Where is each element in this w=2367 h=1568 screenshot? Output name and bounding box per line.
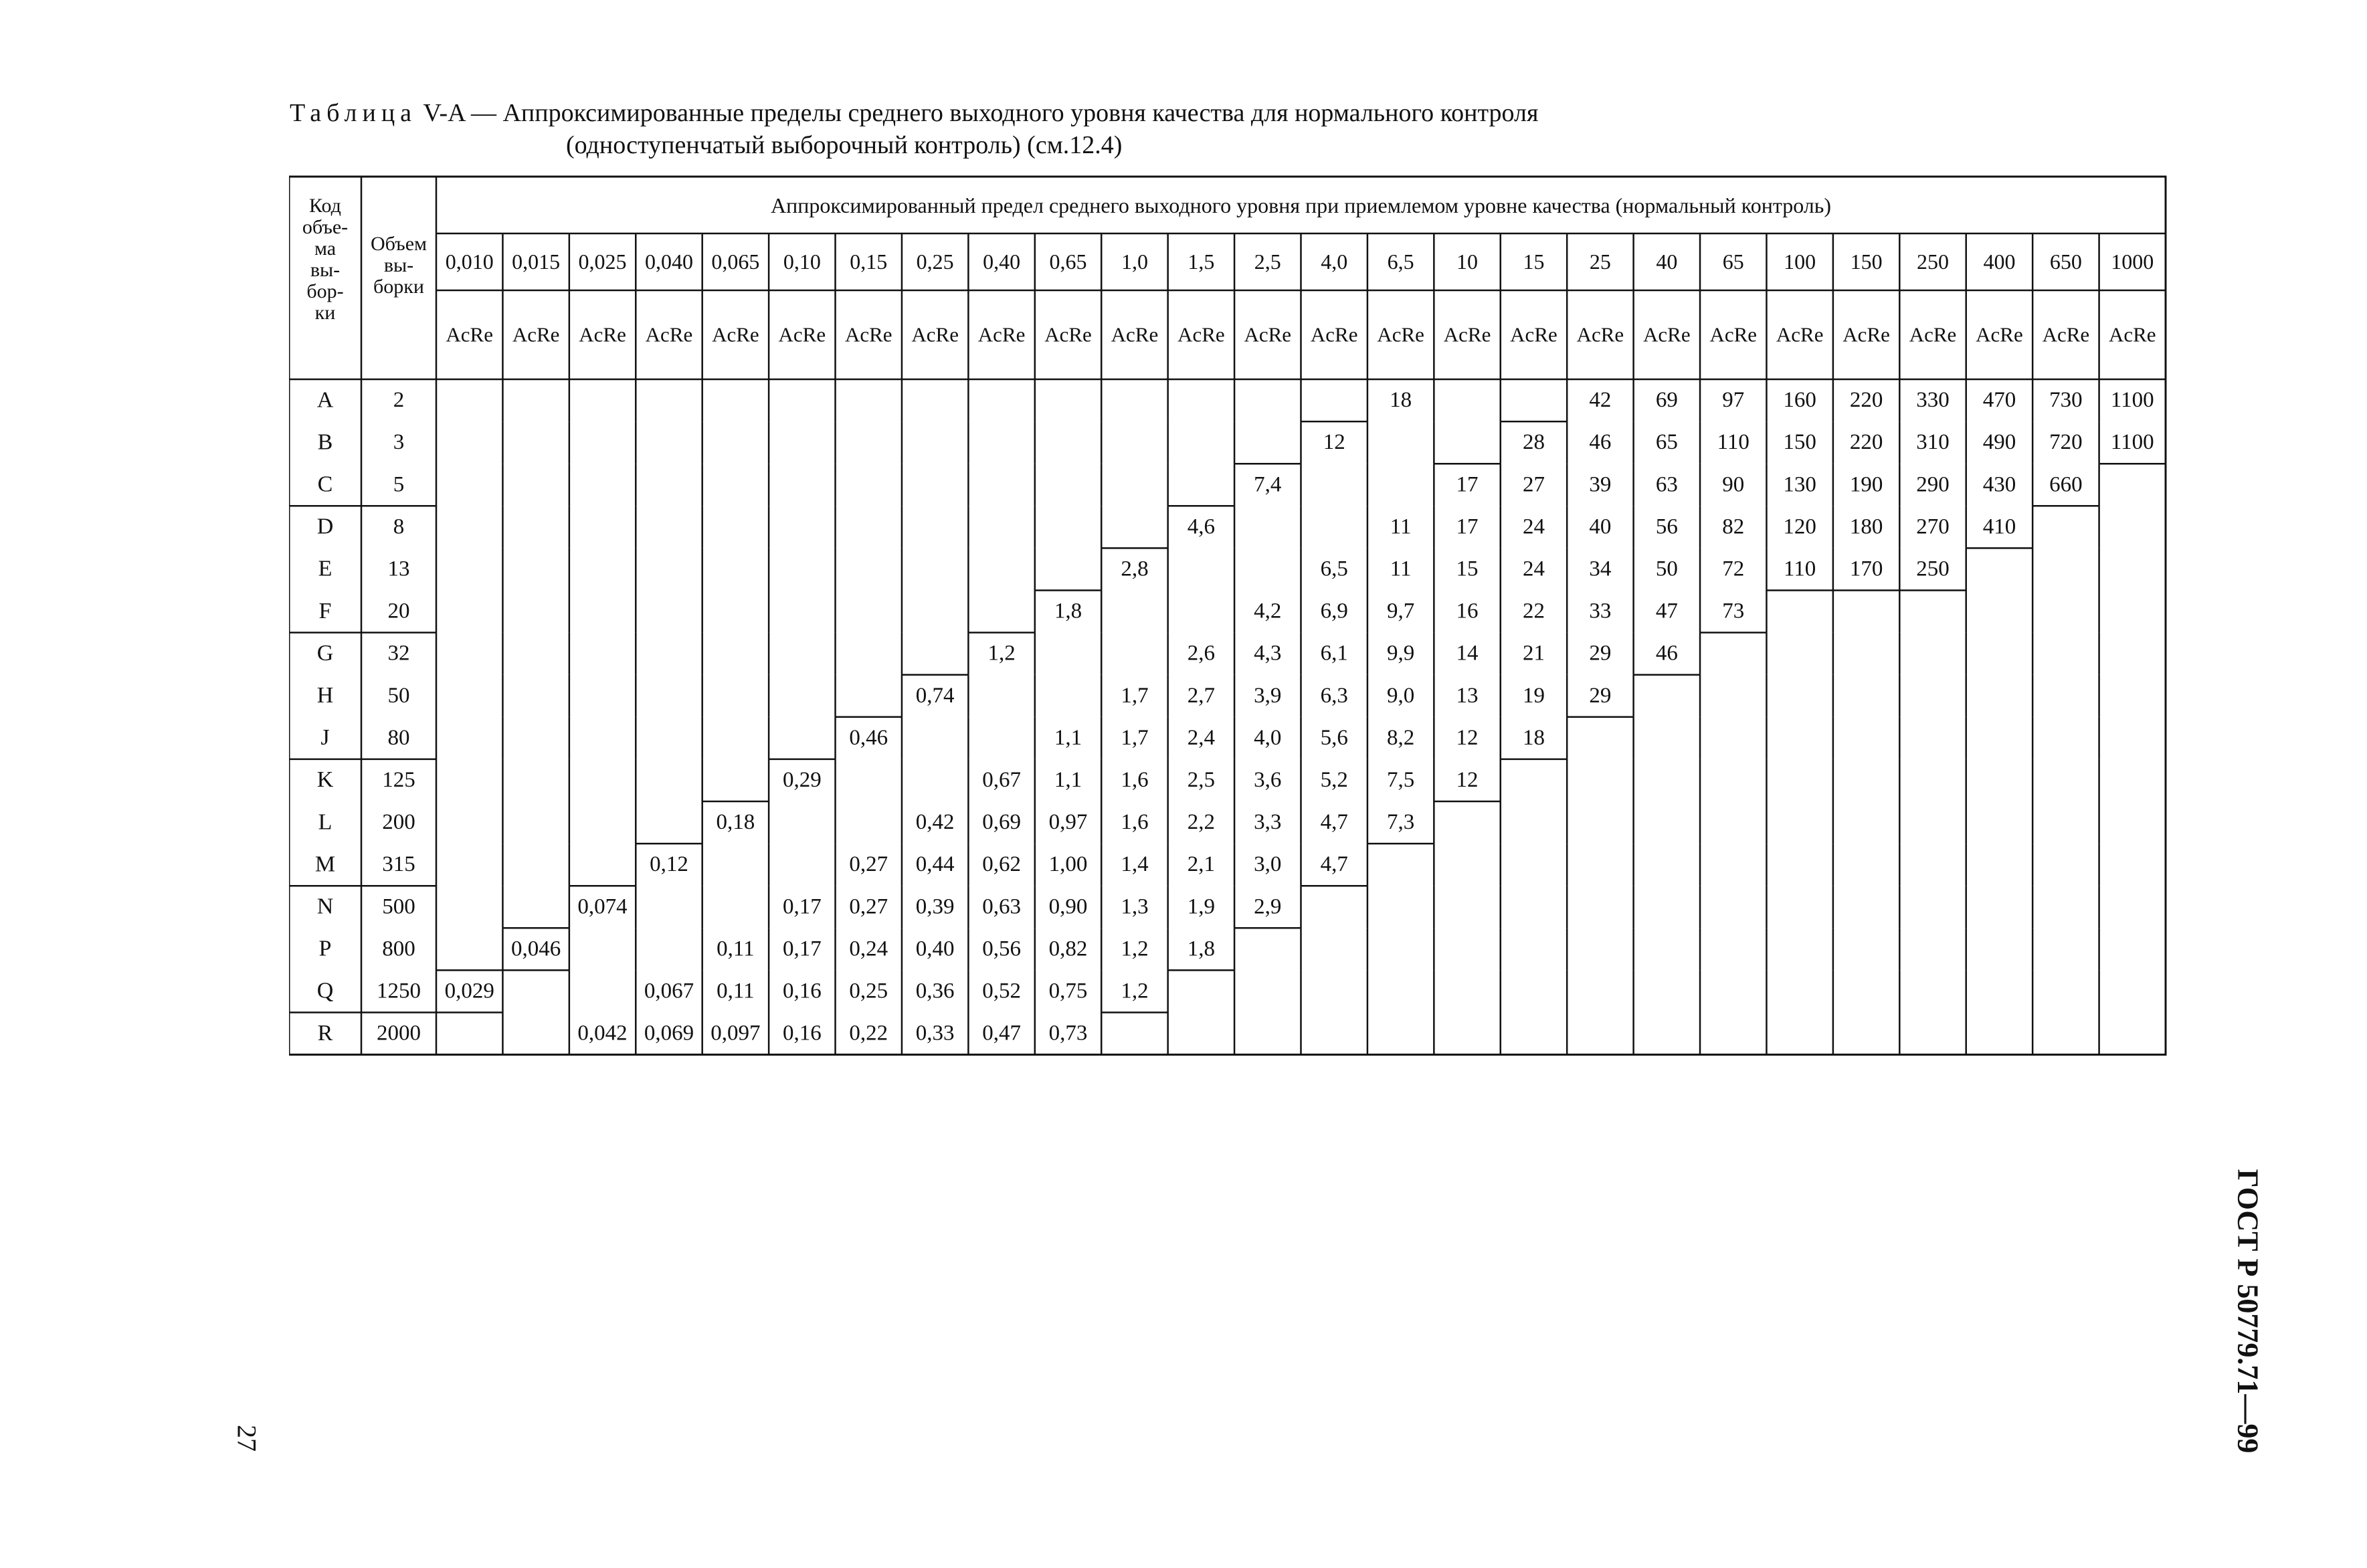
table-cell: 4,7 xyxy=(1320,810,1348,835)
table-cell: 11 xyxy=(1390,514,1412,539)
header-code-line: бор- xyxy=(306,280,344,302)
table-cell: 2,8 xyxy=(1121,557,1149,581)
acre-label: AcRe xyxy=(977,322,1026,347)
table-cell: 46 xyxy=(1589,430,1612,455)
table-cell: 90 xyxy=(1722,472,1745,497)
table-cell: 0,16 xyxy=(782,1021,822,1046)
table-cell: 0,27 xyxy=(849,894,888,919)
table-cell: 1,2 xyxy=(1121,937,1149,961)
table-cell: 1,1 xyxy=(1054,725,1082,750)
table-cell: 18 xyxy=(1390,388,1412,413)
table-cell: 0,29 xyxy=(782,768,822,793)
table-cell: 0,97 xyxy=(1048,810,1088,835)
table-cell: 3,9 xyxy=(1254,683,1282,708)
header-code-line: вы- xyxy=(310,258,341,281)
table-cell: 0,47 xyxy=(982,1021,1021,1046)
table-cell: 39 xyxy=(1589,472,1612,497)
table-cell: 120 xyxy=(1783,514,1816,539)
row-sample-size: 500 xyxy=(382,894,415,919)
table-cell: 2,5 xyxy=(1187,768,1215,793)
table-cell: 1,2 xyxy=(1121,979,1149,1003)
table-cell: 22 xyxy=(1522,599,1545,623)
table-cell: 0,39 xyxy=(915,894,955,919)
acre-label: AcRe xyxy=(2042,322,2090,347)
table-frame xyxy=(289,177,2166,1055)
table-cell: 0,75 xyxy=(1048,979,1088,1003)
header-code-line: ма xyxy=(314,237,337,260)
acre-label: AcRe xyxy=(1576,322,1624,347)
row-code: H xyxy=(316,683,334,708)
row-code: G xyxy=(316,640,334,666)
table-cell: 190 xyxy=(1849,472,1883,497)
table-cell: 2,2 xyxy=(1187,810,1215,835)
aql-value: 1,0 xyxy=(1121,249,1148,274)
table-cell: 47 xyxy=(1655,599,1678,623)
header-size-line: Объем xyxy=(371,232,427,255)
table-cell: 73 xyxy=(1722,599,1745,623)
acre-label: AcRe xyxy=(1643,322,1691,347)
table-cell: 28 xyxy=(1522,430,1545,455)
aql-value: 0,10 xyxy=(783,249,821,274)
acre-label: AcRe xyxy=(645,322,693,347)
table-cell: 1,7 xyxy=(1121,683,1149,708)
aql-value: 65 xyxy=(1722,249,1744,274)
row-sample-size: 32 xyxy=(387,641,410,666)
table-cell: 310 xyxy=(1916,430,1950,455)
table-cell: 270 xyxy=(1916,514,1950,539)
table-cell: 0,82 xyxy=(1048,937,1088,961)
table-cell: 4,7 xyxy=(1320,852,1348,877)
table-cell: 0,097 xyxy=(711,1021,761,1046)
table-cell: 2,7 xyxy=(1187,683,1215,708)
caption-label: Таблица xyxy=(290,99,417,127)
acre-label: AcRe xyxy=(1709,322,1758,347)
acre-label: AcRe xyxy=(579,322,626,347)
table-cell: 180 xyxy=(1849,514,1883,539)
acre-label: AcRe xyxy=(512,322,560,347)
acre-label: AcRe xyxy=(1776,322,1824,347)
aql-value: 40 xyxy=(1656,249,1678,274)
table-cell: 220 xyxy=(1849,388,1883,413)
table-cell: 660 xyxy=(2049,472,2083,497)
table-cell: 490 xyxy=(1982,430,2016,455)
row-code: C xyxy=(317,472,333,497)
table-cell: 65 xyxy=(1655,430,1678,455)
table-cell: 0,074 xyxy=(577,894,628,919)
table-cell: 0,36 xyxy=(915,979,955,1003)
page-number xyxy=(230,1418,264,1458)
table-cell: 7,5 xyxy=(1387,768,1415,793)
aql-value: 0,025 xyxy=(578,249,627,274)
aql-value: 0,065 xyxy=(711,249,760,274)
acre-label: AcRe xyxy=(1310,322,1358,347)
table-cell: 110 xyxy=(1717,430,1749,455)
table-cell: 82 xyxy=(1722,514,1745,539)
table-cell: 29 xyxy=(1589,683,1612,708)
table-cell: 0,18 xyxy=(716,810,755,835)
aql-value: 0,40 xyxy=(983,249,1021,274)
aql-value: 150 xyxy=(1850,249,1883,274)
table-cell: 0,27 xyxy=(849,852,888,877)
table-cell: 24 xyxy=(1522,557,1545,581)
table-cell: 0,67 xyxy=(982,768,1021,793)
table-cell: 0,44 xyxy=(915,852,955,877)
table-cell: 0,62 xyxy=(982,852,1021,877)
table-cell: 1,2 xyxy=(987,641,1016,666)
table-cell: 27 xyxy=(1522,472,1545,497)
table-cell: 220 xyxy=(1849,430,1883,455)
table-cell: 5,6 xyxy=(1320,725,1348,750)
row-code: K xyxy=(316,767,334,793)
table-cell: 2,4 xyxy=(1187,725,1215,750)
table-cell: 0,73 xyxy=(1048,1021,1088,1046)
table-cell: 0,42 xyxy=(915,810,955,835)
table-cell: 3,0 xyxy=(1254,852,1282,877)
aoql-table xyxy=(289,175,2170,1072)
table-cell: 7,3 xyxy=(1387,810,1415,835)
table-cell: 2,1 xyxy=(1187,852,1215,877)
table-cell: 6,1 xyxy=(1320,641,1348,666)
header-code-line: Код xyxy=(309,194,341,217)
table-cell: 1,00 xyxy=(1048,852,1088,877)
table-cell: 6,9 xyxy=(1320,599,1348,623)
acre-label: AcRe xyxy=(2108,322,2156,347)
row-sample-size: 8 xyxy=(393,514,405,539)
table-cell: 0,33 xyxy=(915,1021,955,1046)
table-cell: 8,2 xyxy=(1387,725,1415,750)
row-code: P xyxy=(318,936,332,961)
table-cell: 470 xyxy=(1982,388,2016,413)
row-code: N xyxy=(316,894,334,919)
acre-label: AcRe xyxy=(844,322,892,347)
table-cell: 46 xyxy=(1655,641,1678,666)
row-code: F xyxy=(318,598,332,623)
table-cell: 0,40 xyxy=(915,937,955,961)
aql-value: 25 xyxy=(1589,249,1611,274)
table-cell: 17 xyxy=(1456,514,1479,539)
table-caption xyxy=(290,97,2136,161)
header-size-line: борки xyxy=(373,275,424,298)
table-cell: 19 xyxy=(1522,683,1545,708)
row-sample-size: 1250 xyxy=(377,979,421,1003)
table-cell: 9,7 xyxy=(1387,599,1415,623)
table-cell: 1,7 xyxy=(1121,725,1149,750)
header-group-title: Аппроксимированный предел среднего выходного уровня при приемлемом уровне качества (нормальный контроль) xyxy=(771,193,1831,217)
table-cell: 14 xyxy=(1456,641,1479,666)
table-cell: 5,2 xyxy=(1320,768,1348,793)
acre-label: AcRe xyxy=(911,322,959,347)
acre-label: AcRe xyxy=(1976,322,2023,347)
caption-title: V-A — Аппроксимированные пределы среднего выходного уровня качества для нормального контроля xyxy=(417,99,1539,127)
table-cell: 330 xyxy=(1916,388,1950,413)
standard-number xyxy=(2228,1151,2268,1472)
aql-value: 100 xyxy=(1784,249,1816,274)
row-sample-size: 2000 xyxy=(377,1021,421,1046)
acre-label: AcRe xyxy=(1443,322,1491,347)
row-sample-size: 800 xyxy=(382,937,415,961)
row-sample-size: 3 xyxy=(393,430,405,455)
row-sample-size: 5 xyxy=(393,472,405,497)
row-sample-size: 2 xyxy=(393,388,405,413)
aql-value: 250 xyxy=(1917,249,1950,274)
table-cell: 17 xyxy=(1456,472,1479,497)
table-cell: 0,74 xyxy=(915,683,955,708)
table-cell: 0,12 xyxy=(650,852,688,877)
table-cell: 150 xyxy=(1783,430,1816,455)
acre-label: AcRe xyxy=(1244,322,1292,347)
table-cell: 1100 xyxy=(2110,430,2154,455)
table-cell: 1,1 xyxy=(1054,768,1082,793)
table-cell: 3,3 xyxy=(1254,810,1282,835)
aql-value: 0,010 xyxy=(445,249,494,274)
table-cell: 410 xyxy=(1982,514,2016,539)
table-cell: 0,69 xyxy=(982,810,1021,835)
aql-value: 650 xyxy=(2049,249,2082,274)
table-cell: 0,11 xyxy=(717,937,755,961)
row-code: B xyxy=(317,429,333,455)
table-cell: 2,6 xyxy=(1187,641,1215,666)
acre-label: AcRe xyxy=(1510,322,1557,347)
table-cell: 0,24 xyxy=(849,937,888,961)
table-cell: 24 xyxy=(1522,514,1545,539)
table-cell: 110 xyxy=(1784,557,1816,581)
table-cell: 63 xyxy=(1655,472,1678,497)
row-sample-size: 125 xyxy=(382,768,415,793)
table-cell: 12 xyxy=(1456,725,1479,750)
table-cell: 11 xyxy=(1390,557,1412,581)
table-cell: 0,067 xyxy=(644,979,694,1003)
table-cell: 1,6 xyxy=(1121,810,1149,835)
table-cell: 0,17 xyxy=(782,937,822,961)
acre-label: AcRe xyxy=(1377,322,1424,347)
table-cell: 6,3 xyxy=(1320,683,1348,708)
table-cell: 3,6 xyxy=(1254,768,1282,793)
table-cell: 21 xyxy=(1522,641,1545,666)
header-code-line: объе- xyxy=(302,215,349,238)
table-cell: 430 xyxy=(1982,472,2016,497)
standard-number-text: ГОСТ Р 50779.71—99 xyxy=(2231,1169,2265,1454)
aql-value: 0,015 xyxy=(512,249,561,274)
acre-label: AcRe xyxy=(778,322,826,347)
table-cell: 0,46 xyxy=(849,725,888,750)
table-cell: 6,5 xyxy=(1320,557,1348,581)
table-cell: 1,6 xyxy=(1121,768,1149,793)
aql-value: 6,5 xyxy=(1387,249,1414,274)
row-sample-size: 200 xyxy=(382,810,415,835)
row-code: D xyxy=(316,514,334,539)
table-cell: 0,042 xyxy=(577,1021,628,1046)
table-cell: 4,6 xyxy=(1187,514,1215,539)
row-code: J xyxy=(320,725,330,751)
table-cell: 0,11 xyxy=(717,979,755,1003)
aql-value: 15 xyxy=(1523,249,1545,274)
table-cell: 0,22 xyxy=(849,1021,888,1046)
caption-line-2: (одноступенчатый выборочный контроль) (см.12.4) xyxy=(566,131,1123,159)
table-cell: 0,52 xyxy=(982,979,1021,1003)
table-cell: 0,046 xyxy=(511,937,561,961)
aql-value: 400 xyxy=(1983,249,2016,274)
table-cell: 33 xyxy=(1589,599,1612,623)
table-cell: 13 xyxy=(1456,683,1479,708)
table-cell: 1,9 xyxy=(1187,894,1215,919)
aql-value: 0,65 xyxy=(1049,249,1087,274)
table-cell: 4,0 xyxy=(1254,725,1282,750)
table-cell: 40 xyxy=(1589,514,1612,539)
table-cell: 2,9 xyxy=(1254,894,1282,919)
table-cell: 4,3 xyxy=(1254,641,1282,666)
aql-value: 2,5 xyxy=(1254,249,1281,274)
acre-label: AcRe xyxy=(1909,322,1957,347)
table-cell: 12 xyxy=(1456,768,1479,793)
table-cell: 16 xyxy=(1456,599,1479,623)
table-cell: 97 xyxy=(1722,388,1745,413)
table-cell: 69 xyxy=(1655,388,1678,413)
acre-label: AcRe xyxy=(446,322,494,347)
aql-value: 1,5 xyxy=(1188,249,1215,274)
page-number-text: 27 xyxy=(231,1425,262,1452)
aql-value: 1000 xyxy=(2111,249,2154,274)
row-sample-size: 315 xyxy=(382,852,415,877)
acre-label: AcRe xyxy=(1044,322,1092,347)
row-code: Q xyxy=(316,978,334,1003)
aql-value: 4,0 xyxy=(1321,249,1348,274)
row-code: A xyxy=(316,387,334,413)
row-code: R xyxy=(317,1020,333,1046)
table-cell: 0,90 xyxy=(1048,894,1088,919)
acre-label: AcRe xyxy=(712,322,759,347)
table-cell: 0,069 xyxy=(644,1021,694,1046)
table-cell: 56 xyxy=(1655,514,1678,539)
table-cell: 720 xyxy=(2049,430,2083,455)
table-cell: 34 xyxy=(1589,557,1612,581)
table-cell: 4,2 xyxy=(1254,599,1282,623)
header-size-line: вы- xyxy=(383,254,414,276)
table-cell: 1,8 xyxy=(1054,599,1082,623)
table-cell: 170 xyxy=(1849,557,1883,581)
row-code: E xyxy=(318,556,333,581)
table-cell: 29 xyxy=(1589,641,1612,666)
header-code-line: ки xyxy=(314,301,336,324)
table-cell: 0,63 xyxy=(982,894,1021,919)
acre-label: AcRe xyxy=(1842,322,1890,347)
row-sample-size: 20 xyxy=(387,599,410,623)
aql-value: 0,25 xyxy=(916,249,954,274)
aql-value: 0,15 xyxy=(850,249,888,274)
acre-label: AcRe xyxy=(1111,322,1159,347)
table-cell: 1100 xyxy=(2110,388,2154,413)
row-sample-size: 80 xyxy=(387,725,410,750)
table-cell: 12 xyxy=(1323,430,1345,455)
table-cell: 15 xyxy=(1456,557,1479,581)
table-cell: 1,4 xyxy=(1121,852,1149,877)
table-cell: 250 xyxy=(1916,557,1950,581)
table-cell: 0,029 xyxy=(444,979,494,1003)
aql-value: 10 xyxy=(1456,249,1479,274)
table-cell: 0,17 xyxy=(782,894,822,919)
table-cell: 1,8 xyxy=(1187,937,1215,961)
table-cell: 130 xyxy=(1783,472,1816,497)
aql-value: 0,040 xyxy=(644,249,693,274)
table-cell: 0,56 xyxy=(982,937,1021,961)
row-sample-size: 50 xyxy=(387,683,410,708)
table-cell: 9,9 xyxy=(1387,641,1415,666)
table-cell: 7,4 xyxy=(1254,472,1282,497)
table-cell: 0,25 xyxy=(849,979,888,1003)
table-cell: 1,3 xyxy=(1121,894,1149,919)
table-cell: 730 xyxy=(2049,388,2083,413)
table-cell: 160 xyxy=(1783,388,1816,413)
table-cell: 290 xyxy=(1916,472,1950,497)
table-cell: 42 xyxy=(1589,388,1612,413)
table-cell: 18 xyxy=(1522,725,1545,750)
table-cell: 50 xyxy=(1655,557,1678,581)
table-cell: 9,0 xyxy=(1387,683,1415,708)
acre-label: AcRe xyxy=(1177,322,1225,347)
table-cell: 0,16 xyxy=(782,979,822,1003)
row-code: L xyxy=(318,809,333,835)
caption-line-1 xyxy=(290,97,2136,129)
row-code: M xyxy=(314,852,336,877)
row-sample-size: 13 xyxy=(387,557,410,581)
table-cell: 72 xyxy=(1722,557,1745,581)
